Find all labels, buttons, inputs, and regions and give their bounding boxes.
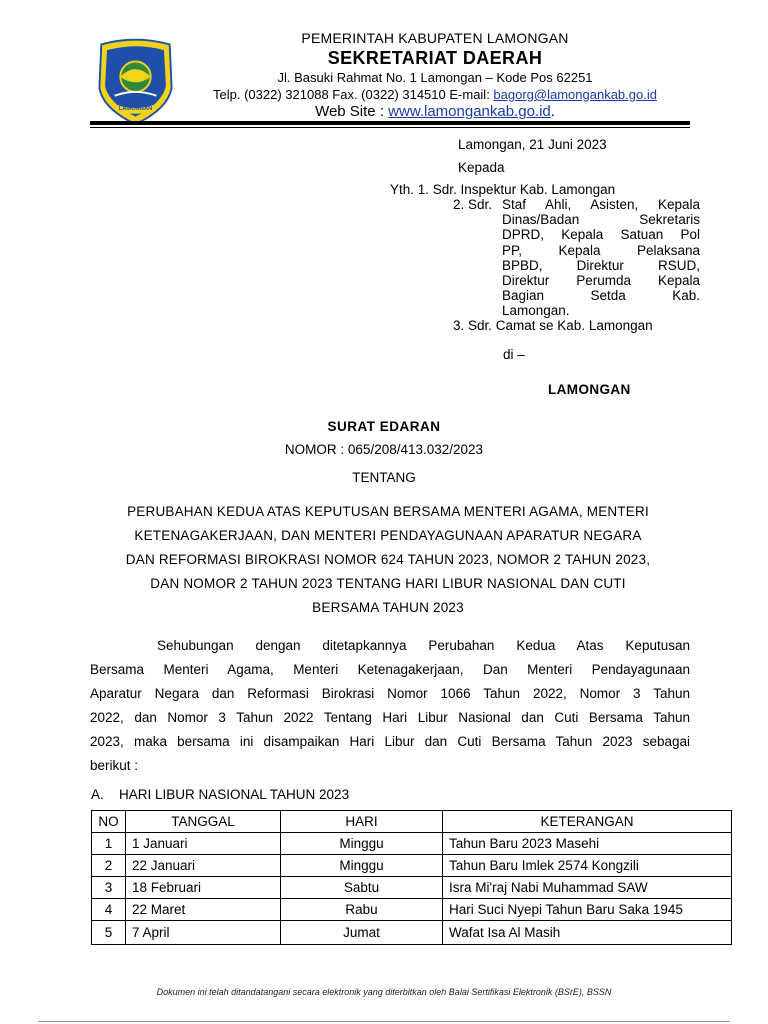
header-keterangan: KETERANGAN — [443, 811, 732, 833]
letterhead-divider-thin — [90, 127, 690, 128]
cell-hari: Minggu — [281, 833, 443, 855]
recipient-2-line: Bagian Setda Kab. — [502, 288, 700, 304]
letterhead-website — [190, 103, 680, 120]
email-link[interactable]: bagorg@lamongankab.go.id — [493, 87, 657, 102]
destination-city: LAMONGAN — [548, 382, 631, 397]
cell-hari: Minggu — [281, 855, 443, 877]
section-a-title: HARI LIBUR NASIONAL TAHUN 2023 — [119, 787, 350, 802]
letterhead-address: Jl. Basuki Rahmat No. 1 Lamongan – Kode Pos 62251 — [277, 70, 593, 85]
recipient-2-line: Dinas/Badan Sekretaris — [502, 212, 700, 228]
cell-keterangan: Isra Mi'raj Nabi Muhammad SAW — [443, 877, 732, 899]
recipient-1: Yth. 1. Sdr. Inspektur Kab. Lamongan — [390, 182, 616, 197]
contact-text: Telp. (0322) 321088 Fax. (0322) 314510 E-mail: — [213, 87, 494, 102]
place-date: Lamongan, 21 Juni 2023 — [458, 137, 607, 152]
kepada-label: Kepada — [458, 160, 505, 175]
letterhead-divider-thick — [90, 121, 690, 125]
circular-subject — [88, 500, 688, 620]
body-line: 2022, dan Nomor 3 Tahun 2022 Tentang Hari Libur Nasional dan Cuti Bersama Tahun — [90, 710, 690, 725]
subject-line: DAN NOMOR 2 TAHUN 2023 TENTANG HARI LIBUR NASIONAL DAN CUTI — [150, 576, 626, 591]
body-line: 2023, maka bersama ini disampaikan Hari Libur dan Cuti Bersama Tahun 2023 sebagai — [90, 734, 690, 749]
recipient-2-line: Direktur Perumda Kepala — [502, 273, 700, 289]
body-line: Aparatur Negara dan Reformasi Birokrasi Nomor 1066 Tahun 2022, Nomor 3 Tahun — [90, 686, 690, 701]
cell-keterangan: Wafat Isa Al Masih — [443, 921, 732, 945]
website-suffix: . — [550, 103, 555, 120]
lamongan-emblem-logo — [88, 33, 183, 128]
section-a-heading — [91, 787, 349, 802]
body-line: Sehubungan dengan ditetapkannya Perubahan Kedua Atas Keputusan — [157, 638, 690, 653]
letterhead-contact — [185, 87, 685, 102]
recipient-2-line: BPBD, Direktur RSUD, — [502, 257, 700, 273]
page-bottom-rule — [38, 1021, 730, 1022]
cell-keterangan: Tahun Baru Imlek 2574 Kongzili — [443, 855, 732, 877]
cell-keterangan: Hari Suci Nyepi Tahun Baru Saka 1945 — [443, 899, 732, 921]
recipient-2-line: PP, Kepala Pelaksana — [502, 242, 700, 258]
subject-line: BERSAMA TAHUN 2023 — [312, 600, 464, 615]
cell-tanggal: 18 Februari — [126, 877, 281, 899]
cell-hari: Sabtu — [281, 877, 443, 899]
recipient-2-line: DPRD, Kepala Satuan Pol — [502, 227, 700, 243]
svg-text:LAMONGAN: LAMONGAN — [118, 105, 153, 112]
website-link[interactable]: www.lamongankab.go.id — [388, 103, 551, 120]
table-row — [92, 899, 732, 921]
subject-line: PERUBAHAN KEDUA ATAS KEPUTUSAN BERSAMA MENTERI AGAMA, MENTERI — [127, 504, 649, 519]
cell-hari: Rabu — [281, 899, 443, 921]
section-a-letter: A. — [91, 787, 104, 802]
letterhead-office: SEKRETARIAT DAERAH — [327, 48, 543, 68]
header-hari: HARI — [281, 811, 443, 833]
letterhead-government: PEMERINTAH KABUPATEN LAMONGAN — [301, 30, 569, 46]
body-paragraph — [90, 634, 690, 778]
e-signature-footer-note: Dokumen ini telah ditandatangani secara elektronik yang diterbitkan oleh Balai Sertifikasi Elektronik (BSrE), BSSN — [156, 987, 612, 997]
circular-title: SURAT EDARAN — [327, 419, 441, 434]
header-no: NO — [92, 811, 126, 833]
recipient-2-line: Lamongan. — [502, 303, 570, 319]
recipient-3: 3. Sdr. Camat se Kab. Lamongan — [453, 318, 653, 333]
website-label: Web Site : — [315, 103, 389, 120]
circular-about: TENTANG — [352, 470, 416, 485]
cell-no: 1 — [92, 833, 126, 855]
subject-line: DAN REFORMASI BIROKRASI NOMOR 624 TAHUN 2023, NOMOR 2 TAHUN 2023, — [125, 552, 651, 567]
body-line: Bersama Menteri Agama, Menteri Ketenagakerjaan, Dan Menteri Pendayagunaan — [90, 662, 690, 677]
body-line: berikut : — [90, 758, 139, 773]
recipient-2-number: 2. Sdr. — [453, 197, 493, 212]
cell-no: 3 — [92, 877, 126, 899]
di-label: di – — [503, 347, 525, 362]
table-row — [92, 833, 732, 855]
cell-keterangan: Tahun Baru 2023 Masehi — [443, 833, 732, 855]
header-tanggal: TANGGAL — [126, 811, 281, 833]
table-row — [92, 855, 732, 877]
cell-tanggal: 7 April — [126, 921, 281, 945]
cell-hari: Jumat — [281, 921, 443, 945]
cell-tanggal: 1 Januari — [126, 833, 281, 855]
cell-tanggal: 22 Januari — [126, 855, 281, 877]
table-row — [92, 921, 732, 945]
recipient-2-line: Staf Ahli, Asisten, Kepala — [502, 197, 700, 212]
table-row — [92, 877, 732, 899]
cell-no: 2 — [92, 855, 126, 877]
recipient-2-text — [502, 197, 700, 319]
cell-no: 5 — [92, 921, 126, 945]
holiday-table — [91, 810, 732, 945]
cell-no: 4 — [92, 899, 126, 921]
circular-number: NOMOR : 065/208/413.032/2023 — [284, 442, 484, 457]
table-header-row — [92, 811, 732, 833]
subject-line: KETENAGAKERJAAN, DAN MENTERI PENDAYAGUNAAN APARATUR NEGARA — [134, 528, 642, 543]
cell-tanggal: 22 Maret — [126, 899, 281, 921]
